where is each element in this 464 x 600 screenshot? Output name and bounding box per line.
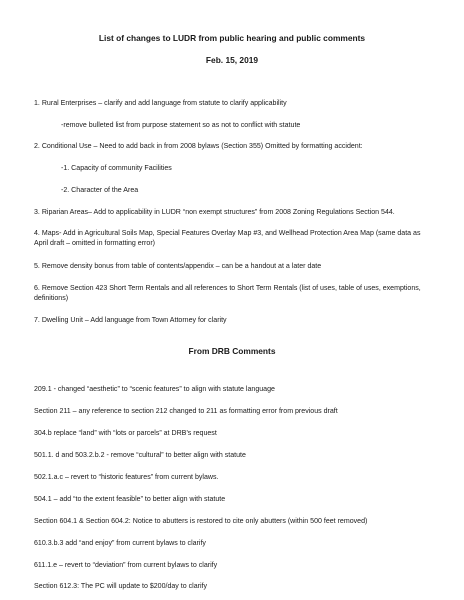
document-date: Feb. 15, 2019 (205, 55, 259, 65)
drb-comment-7: Section 604.1 & Section 604.2: Notice to abutters is restored to cite only abutters (within 500 feet removed) (34, 518, 368, 525)
change-item-2-sub-2: -2. Character of the Area (61, 187, 139, 194)
change-item-2: 2. Conditional Use – Need to add back in from 2008 bylaws (Section 355) Omitted by formatting accident: (34, 143, 363, 150)
change-item-1: 1. Rural Enterprises – clarify and add language from statute to clarify applicability (34, 100, 287, 107)
drb-comment-5: 502.1.a.c – revert to “historic features” from current bylaws. (34, 474, 219, 481)
change-item-6: 6. Remove Section 423 Short Term Rentals and all references to Short Term Rentals (list of uses, table of uses, exemptions, definitions) (34, 285, 421, 302)
change-item-4: 4. Maps- Add in Agricultural Soils Map, Special Features Overlay Map #3, and Wellhead Protection Area Map (same data as April draft – omitted in formatting error) (34, 230, 421, 247)
change-item-5: 5. Remove density bonus from table of contents/appendix – can be a handout at a later date (34, 263, 322, 270)
change-item-1-sub: -remove bulleted list from purpose statement so as not to conflict with statute (61, 122, 301, 129)
drb-heading: From DRB Comments (188, 346, 276, 356)
drb-comment-2: Section 211 – any reference to section 212 changed to 211 as formatting error from previous draft (34, 408, 338, 415)
change-item-2-sub-1: -1. Capacity of community Facilities (61, 165, 172, 172)
drb-comment-1: 209.1 - changed “aesthetic” to “scenic features” to align with statute language (34, 386, 275, 393)
document-title: List of changes to LUDR from public hearing and public comments (98, 33, 366, 43)
change-item-3: 3. Riparian Areas– Add to applicability in LUDR “non exempt structures” from 2008 Zoning Regulations Section 544. (34, 209, 395, 216)
drb-comment-10: Section 612.3: The PC will update to $200/day to clarify (34, 583, 208, 590)
drb-comment-8: 610.3.b.3 add “and enjoy” from current bylaws to clarify (34, 540, 206, 547)
change-item-7: 7. Dwelling Unit – Add language from Town Attorney for clarity (34, 317, 227, 324)
drb-comment-3: 304.b replace “land” with “lots or parcels” at DRB’s request (34, 430, 217, 437)
drb-comment-9: 611.1.e – revert to “deviation” from current bylaws to clarify (34, 562, 218, 569)
drb-comment-4: 501.1. d and 503.2.b.2 - remove “cultural” to better align with statute (34, 452, 246, 459)
drb-comment-6: 504.1 – add “to the extent feasible” to better align with statute (34, 496, 226, 503)
